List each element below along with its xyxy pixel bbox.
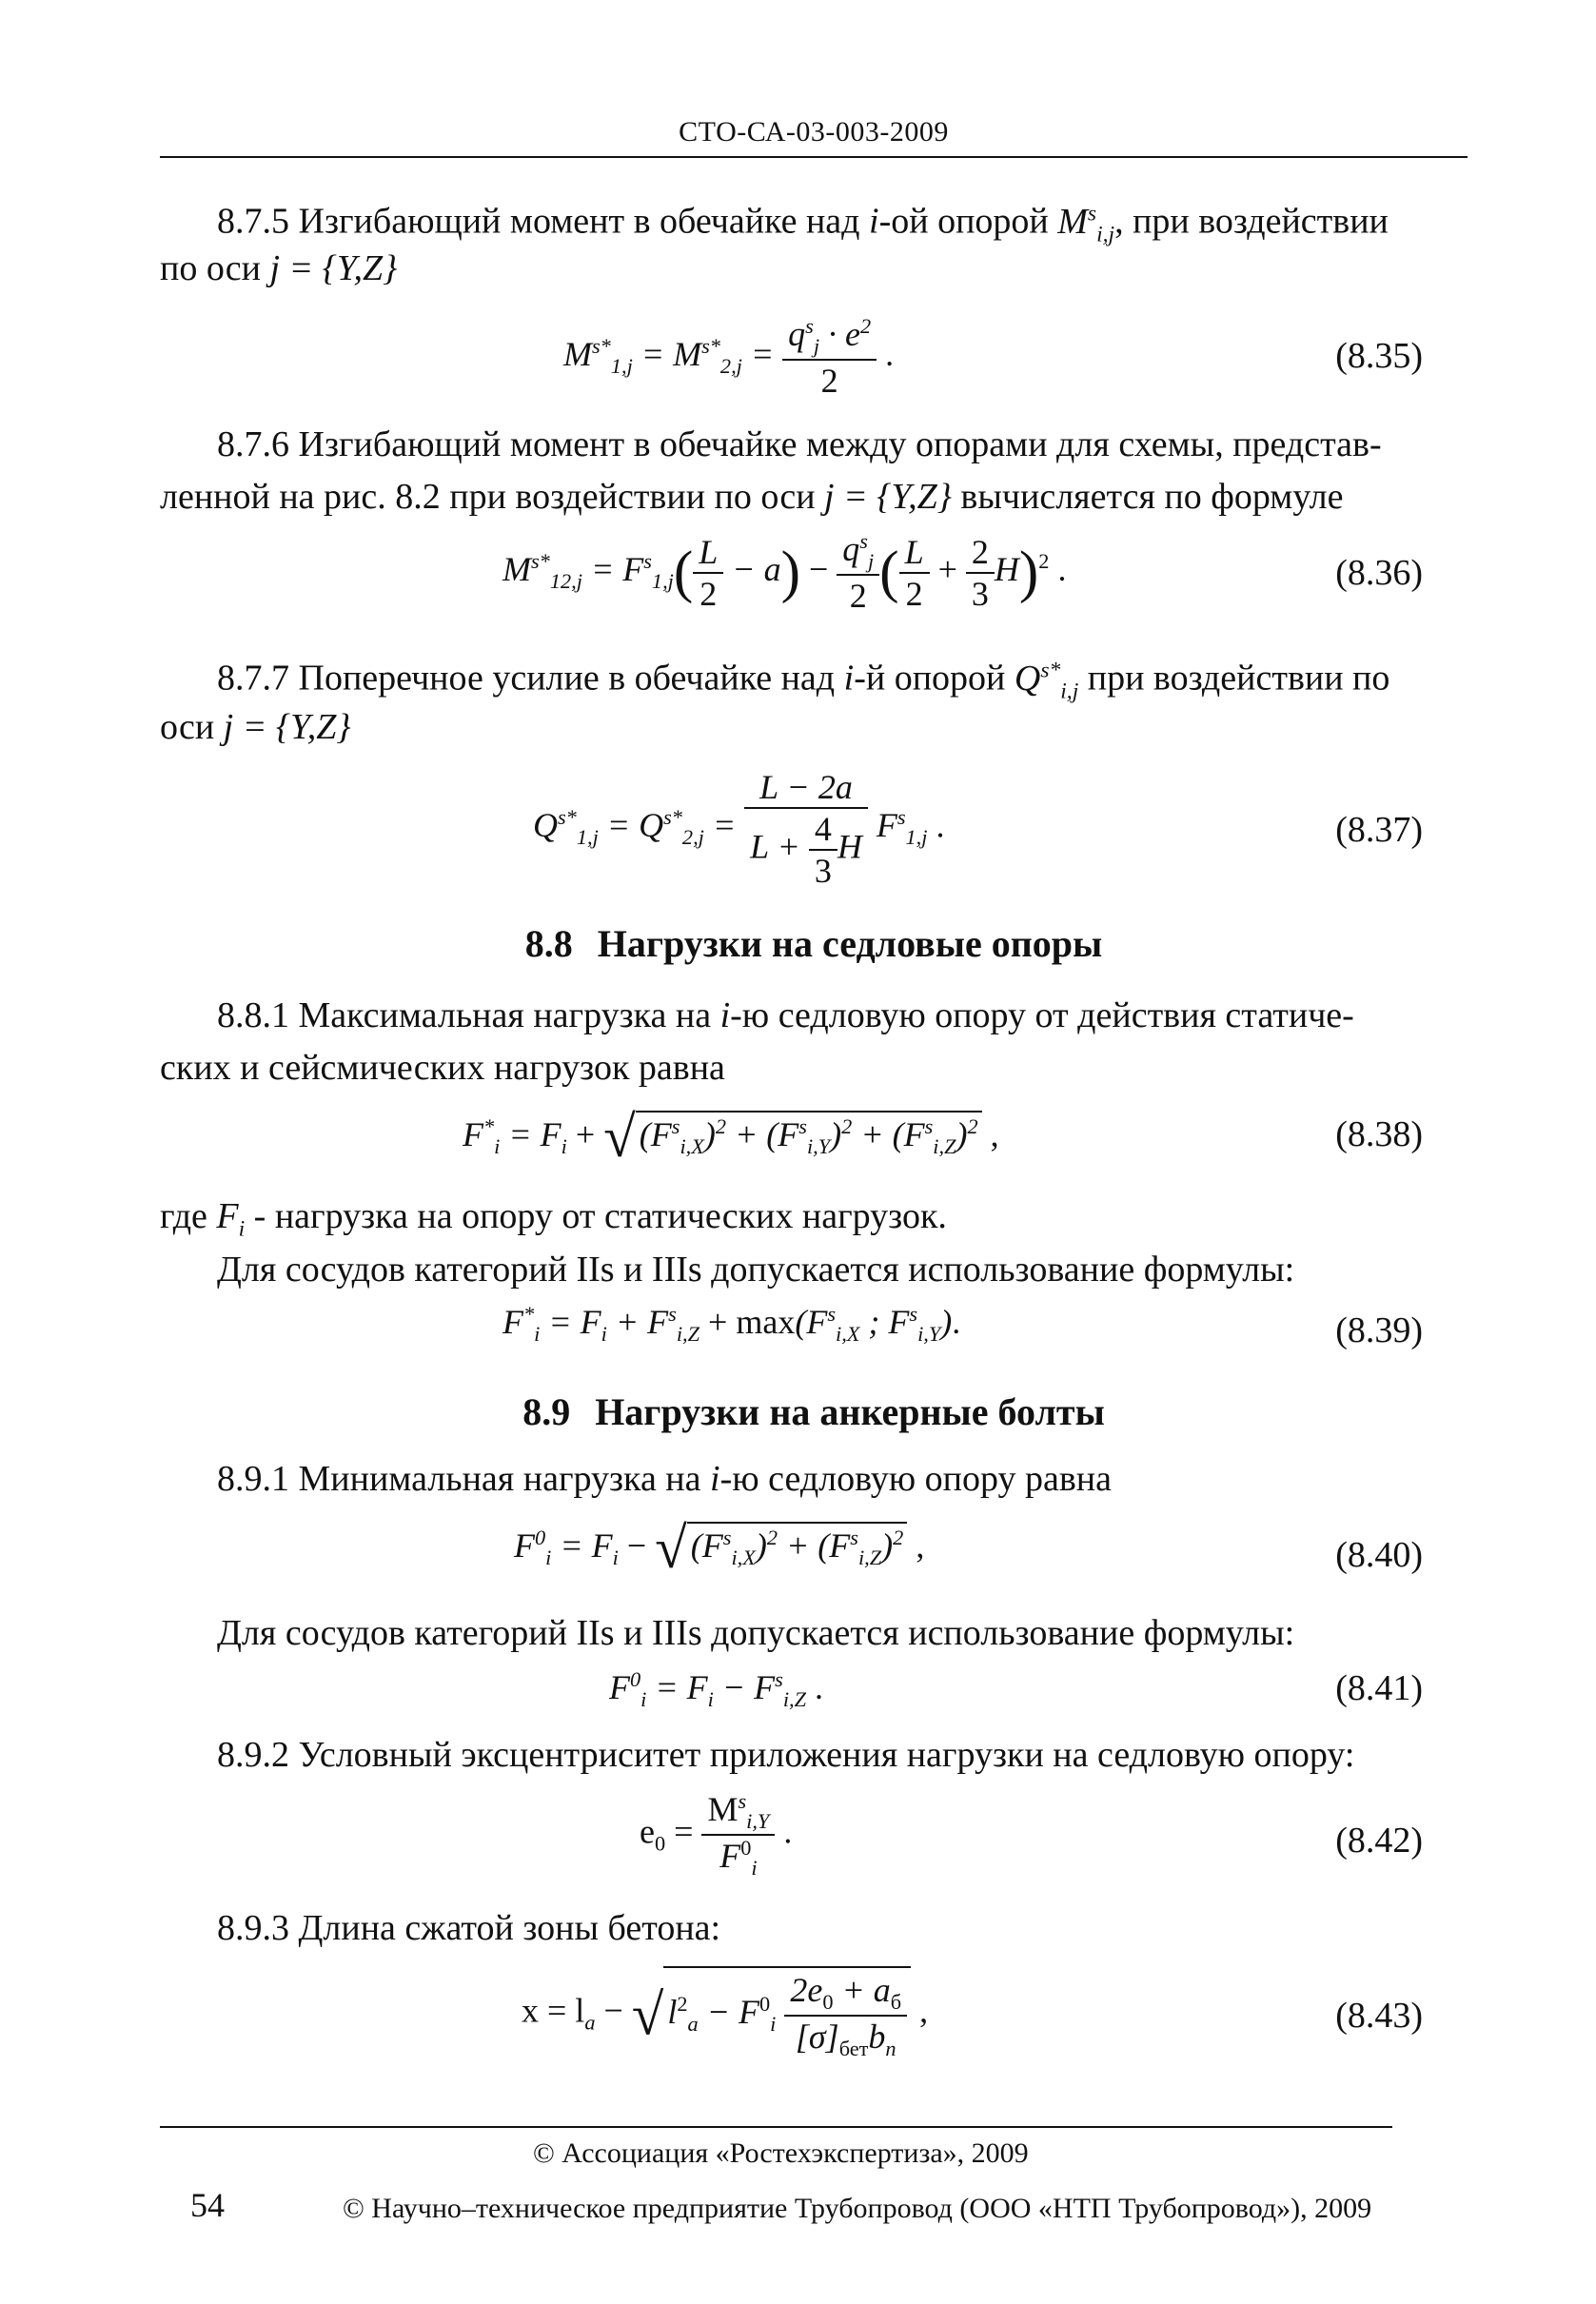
para-892: 8.9.2 Условный эксцентриситет приложения нагрузки на седловую опору:: [217, 1735, 1355, 1775]
eq-number-8-43: (8.43): [1335, 1996, 1423, 2036]
equation-8-35: $M^{s*}_{1,j} = M^{s*}_{2,j}$ = $\frac{q^s_j \cdot e^2}{2}$ .: [563, 314, 895, 401]
equation-8-39: $F^*_i = F_i + F^s_{i,Z} + \max(F^s_{i,X}$ ; $F^s_{i,Y}$).: [502, 1302, 961, 1347]
where-line: где $F_i$ - нагрузка на опору от статических нагрузок.: [160, 1196, 947, 1242]
equation-8-36: $M^{s*}_{12,j} = F^s_{1,j}$( $\frac{L}{2}$ − a) − $\frac{q^s_j}{2}$ ( $\frac{L}{2}$ + $\frac{2}{3}$ H)$^2$ .: [502, 529, 1067, 616]
equation-8-43: $x = l_a$ − √ $l^2_a - F^0_i$ $\frac{2e_0 + a_б}{[\sigma]_{бет}b_n}$ ,: [522, 1966, 928, 2061]
eq-number-8-35: (8.35): [1335, 336, 1423, 376]
eq-number-8-37: (8.37): [1335, 810, 1423, 850]
para-876: 8.7.6 Изгибающий момент в обечайке между опорами для схемы, представ- ленной на рис. 8.2 при воздействии по оси j = {Y,Z} вычисляется по формуле: [160, 424, 1382, 517]
doc-code-header: СТО-СА-03-003-2009: [679, 116, 949, 148]
header-rule: [160, 156, 1468, 158]
footer-copyright-1: © Ассоциация «Ростехэкспертиза», 2009: [533, 2137, 1029, 2169]
category-note-2: Для сосудов категорий IIs и IIIs допускается использование формулы:: [217, 1613, 1295, 1653]
eq-number-8-40: (8.40): [1335, 1535, 1423, 1575]
eq-number-8-36: (8.36): [1335, 553, 1423, 593]
footer-rule: [160, 2126, 1392, 2128]
para-875-line1: 8.7.5 Изгибающий момент в обечайке над i-ой опорой $M^s_{i,j}$, при воздействии: [217, 201, 1389, 247]
equation-8-38: $F^*_i = F_i$ + √ $(F^s_{i,X})^2 + (F^s_{i,Y})^2 + (F^s_{i,Z})^2$ ,: [463, 1105, 999, 1170]
equation-8-40: $F^0_i = F_i$ − √ $(F^s_{i,X})^2 + (F^s_{i,Z})^2$ ,: [514, 1516, 925, 1581]
para-881: 8.8.1 Максимальная нагрузка на i-ю седловую опору от действия статиче- ских и сейсмических нагрузок равна: [160, 995, 1354, 1088]
para-877-line2: оси j = {Y,Z}: [160, 707, 351, 747]
eq-number-8-38: (8.38): [1335, 1114, 1423, 1154]
section-8-9-heading: 8.9 Нагрузки на анкерные болты: [522, 1390, 1105, 1433]
footer-copyright-2: © Научно–техническое предприятие Трубопровод (ООО «НТП Трубопровод»), 2009: [343, 2193, 1372, 2224]
equation-8-41: $F^0_i = F_i - F^s_{i,Z}$ .: [609, 1667, 824, 1712]
moment-symbol: $M^s_{i,j}$: [1057, 201, 1115, 247]
para-893: 8.9.3 Длина сжатой зоны бетона:: [217, 1908, 721, 1948]
category-note-1: Для сосудов категорий IIs и IIIs допускается использование формулы:: [217, 1250, 1295, 1290]
page-number: 54: [190, 2186, 225, 2224]
eq-number-8-41: (8.41): [1335, 1668, 1423, 1708]
para-875-line2: по оси j = {Y,Z}: [160, 248, 398, 288]
para-877-line1: 8.7.7 Поперечное усилие в обечайке над i-й опорой $Q^{s*}_{i,j}$ при воздействии по: [217, 658, 1390, 704]
section-8-8-heading: 8.8 Нагрузки на седловые опоры: [524, 922, 1103, 965]
equation-8-37: $Q^{s*}_{1,j} = Q^{s*}_{2,j}$ = L − 2a L + $\frac{4}{3}$ H $F^s_{1,j}$ .: [533, 768, 945, 890]
eq-number-8-39: (8.39): [1335, 1310, 1423, 1350]
para-891: 8.9.1 Минимальная нагрузка на i-ю седловую опору равна: [217, 1459, 1112, 1499]
eq-number-8-42: (8.42): [1335, 1821, 1423, 1861]
equation-8-42: $e_0$ = $\frac{M^s_{i,Y}}{F^0_i}$ .: [640, 1789, 793, 1881]
